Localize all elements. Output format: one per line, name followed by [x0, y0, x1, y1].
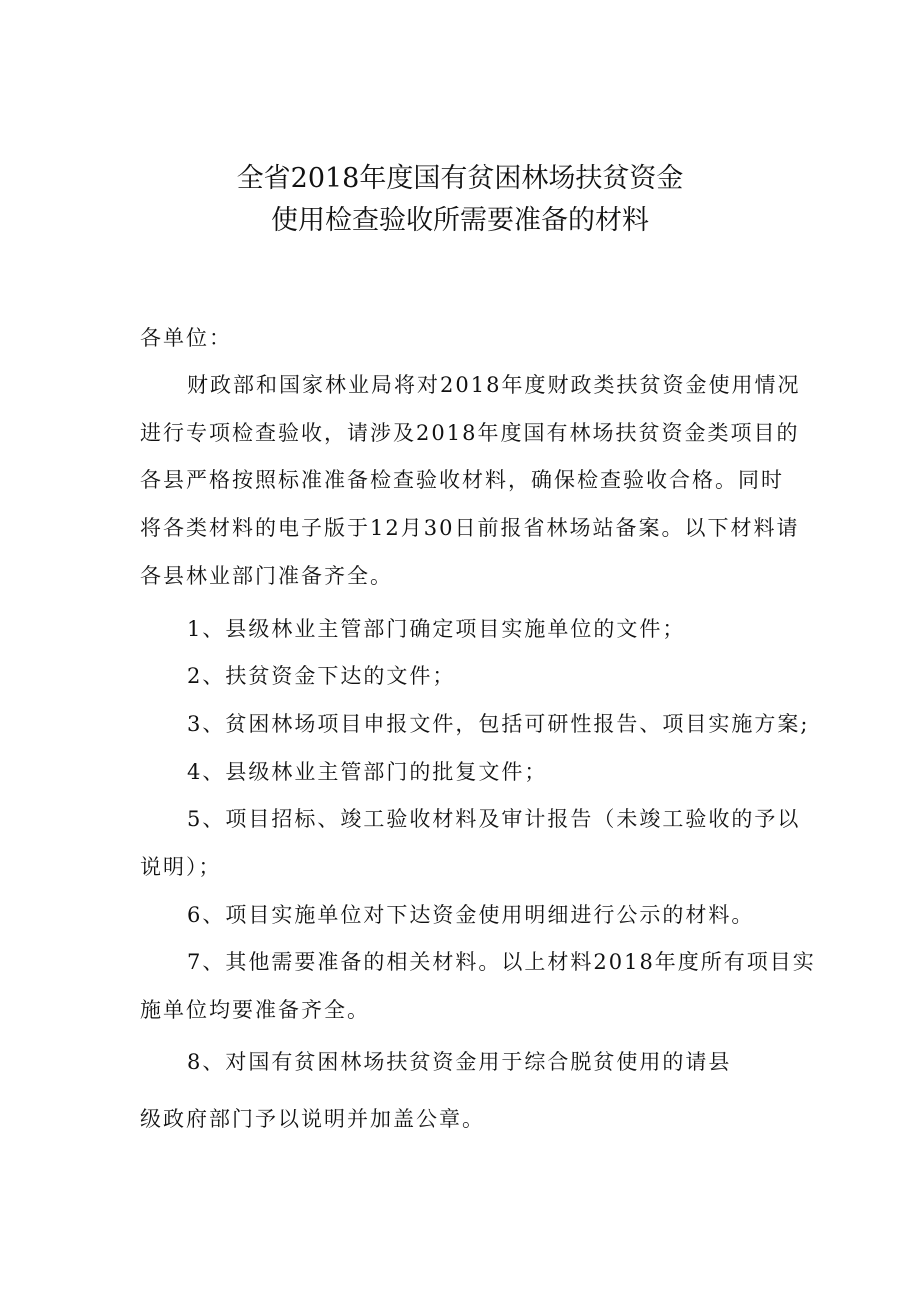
document-title-line-2: 使用检查验收所需要准备的材料 [271, 205, 649, 236]
salutation: 各单位： [140, 326, 232, 350]
intro-line-1: 财政部和国家林业局将对2018年度财政类扶贫资金使用情况 [187, 373, 801, 397]
list-item-6: 6、项目实施单位对下达资金使用明细进行公示的材料。 [187, 903, 755, 927]
intro-line-2: 进行专项检查验收，请涉及2018年度国有林场扶贫资金类项目的 [140, 421, 800, 445]
document-title-line-1: 全省2018年度国有贫困林场扶贫资金 [236, 163, 684, 194]
list-item-3: 3、贫困林场项目申报文件，包括可研性报告、项目实施方案; [187, 712, 810, 736]
list-item-7-line-1: 7、其他需要准备的相关材料。以上材料2018年度所有项目实 [187, 950, 816, 974]
intro-line-3: 各县严格按照标准准备检查验收材料，确保检查验收合格。同时 [140, 468, 784, 492]
list-item-8-line-1: 8、对国有贫困林场扶贫资金用于综合脱贫使用的请县 [187, 1050, 732, 1074]
intro-line-5: 各县林业部门准备齐全。 [140, 564, 393, 588]
list-item-4: 4、县级林业主管部门的批复文件； [187, 760, 548, 784]
list-item-5-line-1: 5、项目招标、竣工验收材料及审计报告（未竣工验收的予以 [187, 807, 801, 831]
list-item-2: 2、扶贫资金下达的文件； [187, 664, 456, 688]
list-item-8-line-2: 级政府部门予以说明并加盖公章。 [140, 1107, 485, 1131]
list-item-7-line-2: 施单位均要准备齐全。 [140, 998, 370, 1022]
list-item-5-line-2: 说明）； [140, 855, 222, 879]
intro-line-4: 将各类材料的电子版于12月30日前报省林场站备案。以下材料请 [140, 516, 800, 540]
list-item-1: 1、县级林业主管部门确定项目实施单位的文件； [187, 617, 686, 641]
